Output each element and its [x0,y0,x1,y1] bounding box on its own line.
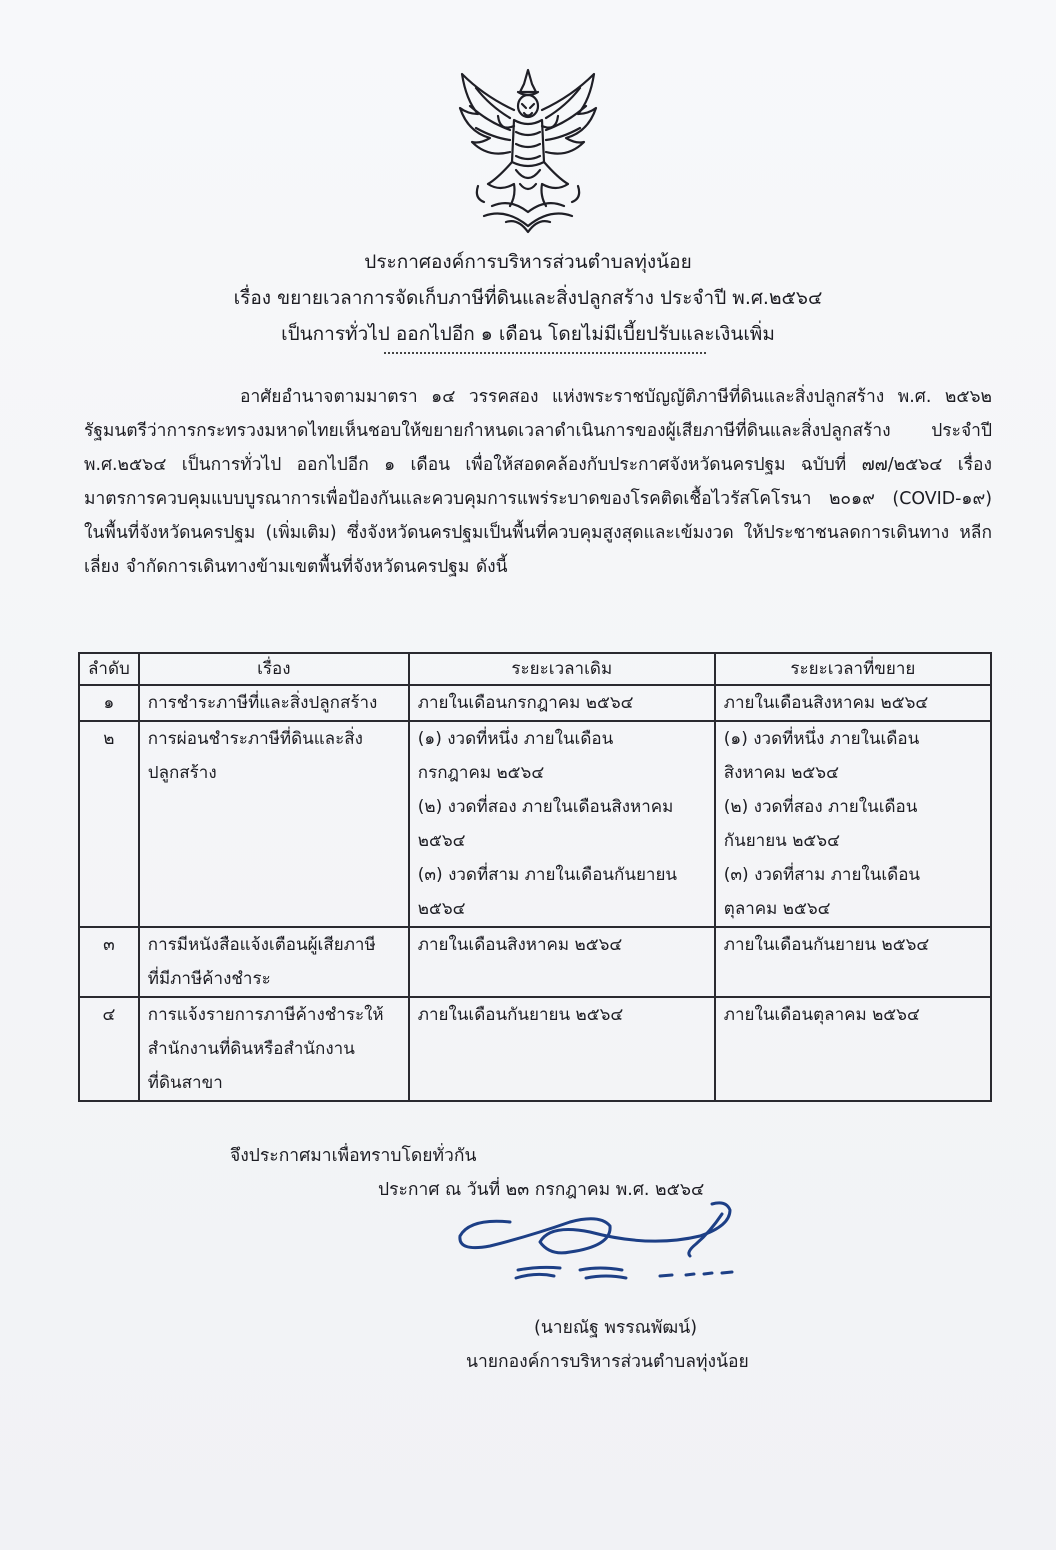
cell-line: การผ่อนชำระภาษีที่ดินและสิ่ง [147,729,363,749]
cell-line: ที่มีภาษีค้างชำระ [147,969,271,989]
row-original-period [409,685,715,721]
signer-title: นายกองค์การบริหารส่วนตำบลทุ่งน้อย [466,1352,749,1372]
cell-line: สำนักงานที่ดินหรือสำนักงาน [147,1039,355,1059]
cell-line: (๑) งวดที่หนึ่ง ภายในเดือน [417,729,614,749]
row-number: ๔ [79,997,139,1101]
cell-line: ที่ดินสาขา [147,1073,223,1093]
row-subject [139,685,409,721]
row-extended-period [715,927,991,997]
cell-line: ปลูกสร้าง [147,763,217,783]
announcement-title: ประกาศองค์การบริหารส่วนตำบลทุ่งน้อย [364,251,692,273]
signer-name: (นายณัฐ พรรณพัฒน์) [534,1318,698,1338]
cell-line: (๒) งวดที่สอง ภายในเดือน [723,797,918,817]
row-number: ๓ [79,927,139,997]
cell-line: กันยายน ๒๕๖๔ [723,831,840,851]
row-original-period [409,721,715,927]
row-number: ๒ [79,721,139,927]
cell-line: ภายในเดือนตุลาคม ๒๕๖๔ [723,1005,920,1025]
row-subject [139,721,409,927]
cell-line: (๓) งวดที่สาม ภายในเดือนกันยายน [417,865,678,885]
cell-line: การชำระภาษีที่และสิ่งปลูกสร้าง [147,693,378,713]
header-no: ลำดับ [79,653,139,685]
cell-line: การมีหนังสือแจ้งเตือนผู้เสียภาษี [147,935,376,955]
cell-line: การแจ้งรายการภาษีค้างชำระให้ [147,1005,384,1025]
header-subject: เรื่อง [139,653,409,685]
cell-line: (๒) งวดที่สอง ภายในเดือนสิงหาคม [417,797,674,817]
cell-line: ภายในเดือนกรกฎาคม ๒๕๖๔ [417,693,634,713]
row-number: ๑ [79,685,139,721]
cell-line: ภายในเดือนสิงหาคม ๒๕๖๔ [723,693,929,713]
handwritten-signature-icon [450,1196,750,1296]
cell-line: ๒๕๖๔ [417,899,466,919]
table-row [79,685,991,721]
cell-line: สิงหาคม ๒๕๖๔ [723,763,839,783]
table-row [79,997,991,1101]
cell-line: ภายในเดือนกันยายน ๒๕๖๔ [417,1005,624,1025]
row-subject [139,997,409,1101]
announcement-subject: เรื่อง ขยายเวลาการจัดเก็บภาษีที่ดินและสิ่งปลูกสร้าง ประจำปี พ.ศ.๒๕๖๔ [233,287,823,309]
row-extended-period [715,997,991,1101]
body-paragraph: อาศัยอำนาจตามมาตรา ๑๔ วรรคสอง แห่งพระราชบัญญัติภาษีที่ดินและสิ่งปลูกสร้าง พ.ศ. ๒๕๖๒ รัฐมนตรีว่าการกระทรวงมหาดไทยเห็นชอบให้ขยายกำหนดเวลาดำเนินการของผู้เสียภาษีที่ดินและสิ่งปลูกสร้าง ประจำปี พ.ศ.๒๕๖๔ เป็นการทั่วไป ออกไปอีก ๑ เดือน เพื่อให้สอดคล้องกับประกาศจังหวัดนครปฐม ฉบับที่ ๗๗/๒๕๖๔ เรื่องมาตรการควบคุมแบบบูรณาการเพื่อป้องกันและควบคุมการแพร่ระบาดของโรคติดเชื้อไวรัสโคโรนา ๒๐๑๙ (COVID-๑๙) ในพื้นที่จังหวัดนครปฐม (เพิ่มเติม) ซึ่งจังหวัดนครปฐมเป็นพื้นที่ควบคุมสูงสุดและเข้มงวด ให้ประชาชนลดการเดินทาง หลีกเลี่ยง จำกัดการเดินทางข้ามเขตพื้นที่จังหวัดนครปฐม ดังนี้ [84,387,992,577]
extension-schedule-table [78,652,992,1102]
row-subject [139,927,409,997]
row-original-period [409,927,715,997]
cell-line: (๓) งวดที่สาม ภายในเดือน [723,865,921,885]
cell-line: ภายในเดือนสิงหาคม ๒๕๖๔ [417,935,623,955]
table-row [79,927,991,997]
cell-line: ภายในเดือนกันยายน ๒๕๖๔ [723,935,930,955]
cell-line: (๑) งวดที่หนึ่ง ภายในเดือน [723,729,920,749]
cell-line: ตุลาคม ๒๕๖๔ [723,899,831,919]
cell-line: ๒๕๖๔ [417,831,466,851]
announcement-date: ประกาศ ณ วันที่ ๒๓ กรกฎาคม พ.ศ. ๒๕๖๔ [378,1180,705,1200]
garuda-emblem-icon [454,66,602,236]
table-row [79,721,991,927]
header-original-period: ระยะเวลาเดิม [409,653,715,685]
table-header-row [79,653,991,685]
announcement-subject-continued: เป็นการทั่วไป ออกไปอีก ๑ เดือน โดยไม่มีเบี้ยปรับและเงินเพิ่ม [281,323,775,345]
dotted-separator [384,352,706,354]
row-extended-period [715,685,991,721]
row-extended-period [715,721,991,927]
cell-line: กรกฎาคม ๒๕๖๔ [417,763,545,783]
closing-statement: จึงประกาศมาเพื่อทราบโดยทั่วกัน [230,1146,477,1166]
header-extended-period: ระยะเวลาที่ขยาย [715,653,991,685]
row-original-period [409,997,715,1101]
